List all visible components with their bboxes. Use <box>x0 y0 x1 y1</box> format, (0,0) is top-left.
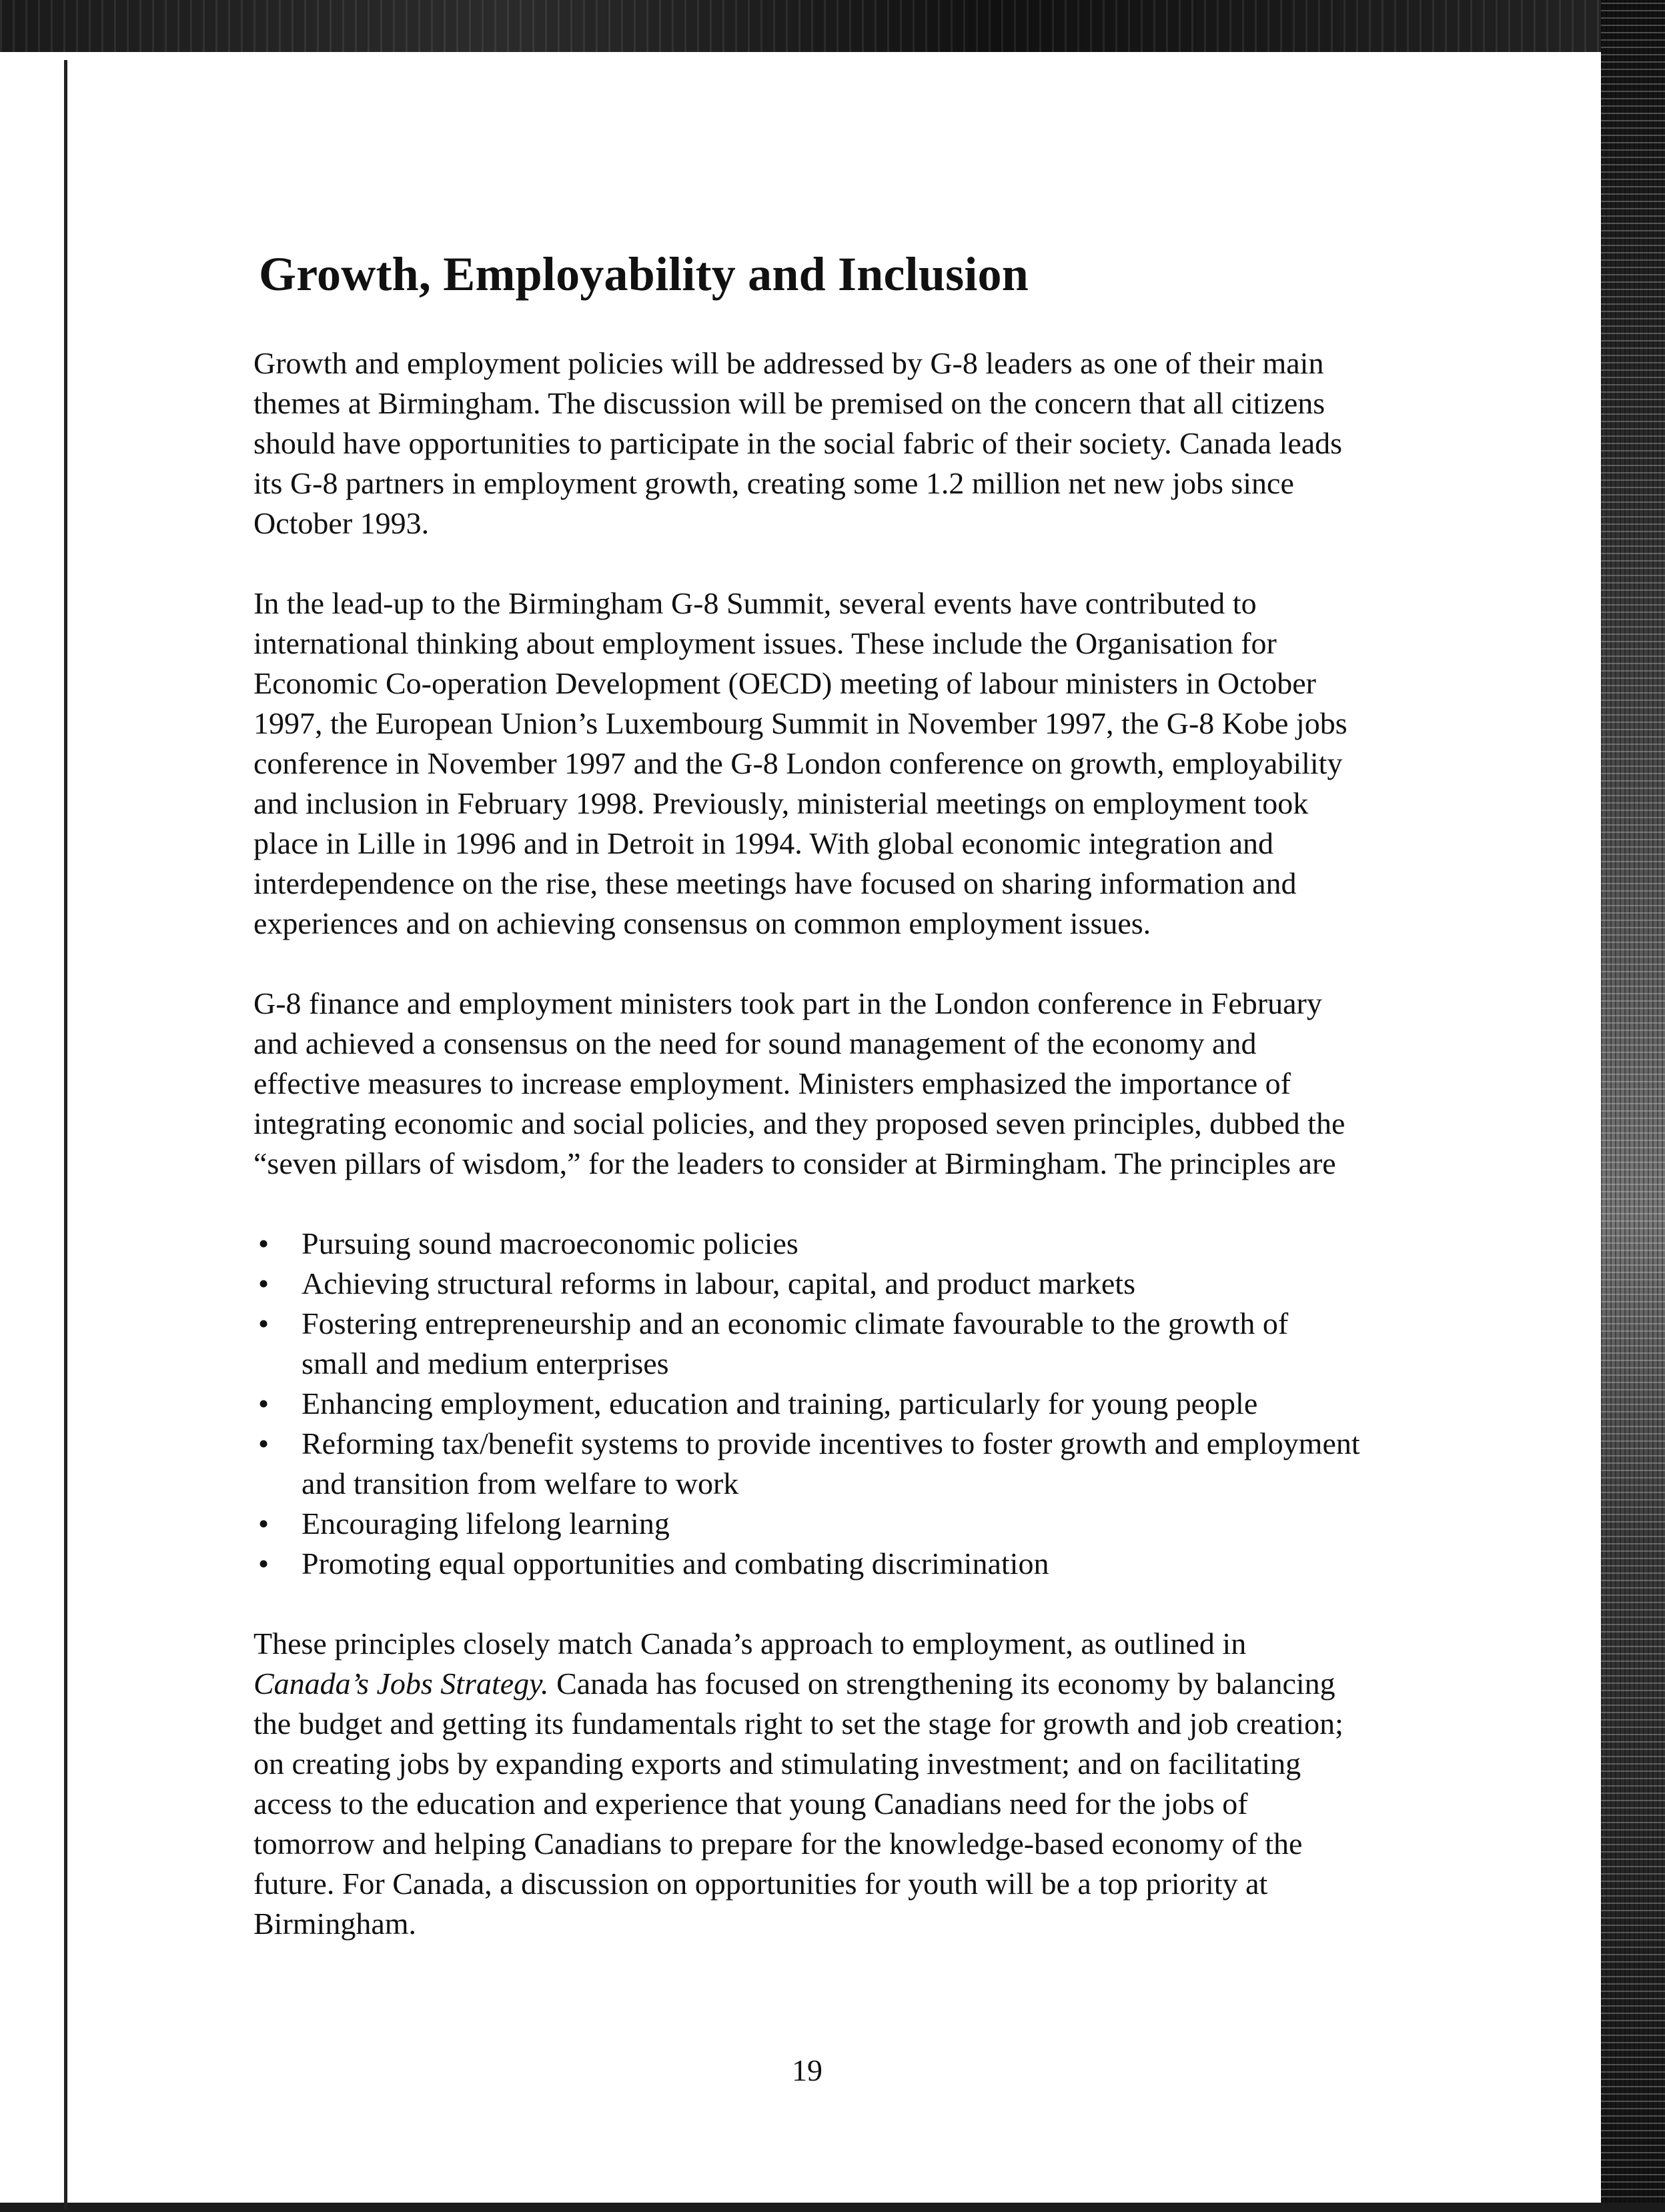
bullet-icon: • <box>257 1386 269 1420</box>
paragraph-events: In the lead-up to the Birmingham G-8 Summit, several events have contributed to international thinking about employment issues. These include the Organisation for Economic Co-operation Development (OECD) meeting of labour ministers in October 1997, the European Union’s Luxembourg Summit in November 1997, the G-8 Kobe jobs conference in November 1997 and the G-8 London conference on growth, employability and inclusion in February 1998. Previously, ministerial meetings on employment took place in Lille in 1996 and in Detroit in 1994. With global economic integration and interdependence on the rise, these meetings have focused on sharing information and experiences and on achieving consensus on common employment issues. <box>253 586 1347 940</box>
bullet-icon: • <box>257 1546 269 1580</box>
principle-text: Reforming tax/benefit systems to provide incentives to foster growth and employment and transition from welfare to work <box>302 1426 1360 1500</box>
principle-text: Enhancing employment, education and training, particularly for young people <box>302 1386 1258 1420</box>
principle-text: Fostering entrepreneurship and an economic climate favourable to the growth of small and medium enterprises <box>302 1306 1289 1380</box>
paragraph-canada-approach <box>253 1624 1361 1944</box>
paragraph-intro: Growth and employment policies will be addressed by G-8 leaders as one of their main themes at Birmingham. The discussion will be premised on the concern that all citizens should have opportunities to participate in the social fabric of their society. Canada leads its G-8 partners in employment growth, creating some 1.2 million net new jobs since October 1993. <box>253 345 1343 540</box>
principle-item <box>253 1544 1361 1584</box>
principle-text: Encouraging lifelong learning <box>302 1506 670 1540</box>
paragraph-canada-approach-rest: Canada has focused on strengthening its economy by balancing the budget and getting its fundamentals right to set the stage for growth and job creation; on creating jobs by expanding exports and stimulating investment; and on facilitating access to the education and experience that young Canadians need for the jobs of tomorrow and helping Canadians to prepare for the knowledge-based economy of the future. For Canada, a discussion on opportunities for youth will be a top priority at Birmingham. <box>253 1666 1343 1941</box>
bullet-icon: • <box>257 1306 269 1340</box>
principles-list <box>253 1224 1361 1584</box>
page-title: Growth, Employability and Inclusion <box>259 247 1029 301</box>
principle-item <box>253 1304 1361 1384</box>
principle-item <box>253 1384 1361 1424</box>
principle-item <box>253 1224 1361 1264</box>
principle-text: Promoting equal opportunities and combating discrimination <box>302 1546 1049 1580</box>
bullet-icon: • <box>257 1226 269 1260</box>
bullet-icon: • <box>257 1426 269 1460</box>
principle-text: Achieving structural reforms in labour, capital, and product markets <box>302 1266 1135 1300</box>
principle-text: Pursuing sound macroeconomic policies <box>302 1226 798 1260</box>
page-number: 19 <box>792 2053 822 2087</box>
scan-noise-top <box>0 0 1665 52</box>
scan-edge-line-left <box>64 60 67 2209</box>
jobs-strategy-title: Canada’s Jobs Strategy. <box>253 1666 549 1701</box>
paragraph-canada-approach-start: These principles closely match Canada’s approach to employment, as outlined in <box>253 1626 1247 1661</box>
document-page <box>253 247 1361 1984</box>
scan-border-bottom <box>0 2203 1665 2212</box>
principle-item <box>253 1424 1361 1504</box>
principle-item <box>253 1504 1361 1544</box>
scan-noise-right <box>1601 0 1665 2212</box>
principle-item <box>253 1264 1361 1304</box>
bullet-icon: • <box>257 1506 269 1540</box>
paragraph-london-conference: G-8 finance and employment ministers took part in the London conference in February and achieved a consensus on the need for sound management of the economy and effective measures to increase employment. Ministers emphasized the importance of integrating economic and social policies, and they proposed seven principles, dubbed the “seven pillars of wisdom,” for the leaders to consider at Birmingham. The principles are <box>253 986 1345 1180</box>
bullet-icon: • <box>257 1266 269 1300</box>
